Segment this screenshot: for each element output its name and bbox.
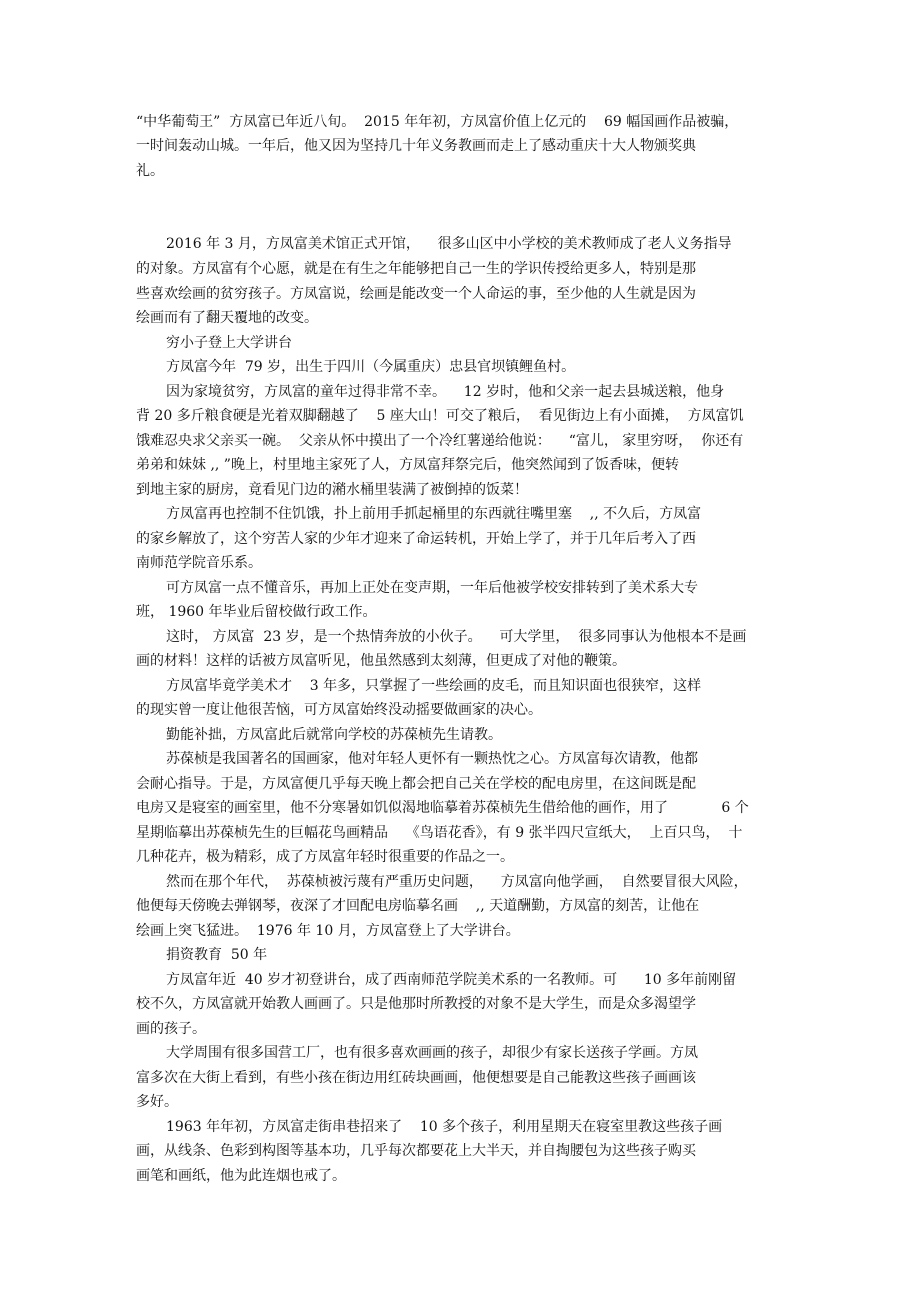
text-line: 的家乡解放了，这个穷苦人家的少年才迎来了命运转机，开始上学了，并于几年后考入了西 [136, 531, 696, 547]
text-line: 校不久，方凤富就开始教人画画了。只是他那时所教授的对象不是大学生，而是众多渴望学 [136, 996, 696, 1012]
text-line: 富多次在大街上看到，有些小孩在街边用红砖块画画，他便想要是自己能教这些孩子画画该 [136, 1070, 696, 1086]
text-line: 他便每天傍晚去弹钢琴，夜深了才回配电房临摹名画 ,, 天道酬勤，方凤富的刻苦，让他在 [136, 898, 700, 914]
paragraph-line: 2016 年 3 月，方凤富美术馆正式开馆， 很多山区中小学校的美术教师成了老人义务指导 [166, 236, 732, 252]
text-line: 到地主家的厨房，竟看见门边的潲水桶里装满了被倒掉的饭菜！ [136, 482, 528, 498]
text-line: 电房又是寝室的画室里，他不分寒暑如饥似渴地临摹着苏葆桢先生借给他的画作，用了 6 个 [136, 800, 749, 816]
text-line: 画的孩子。 [136, 1021, 206, 1037]
paragraph-line: 可方凤富一点不懂音乐，再加上正处在变声期，一年后他被学校安排转到了美术系大专 [166, 580, 698, 596]
text-line: 画，从线条、色彩到构图等基本功，几乎每次都要花上大半天，并自掏腰包为这些孩子购买 [136, 1143, 696, 1159]
paragraph-line: 然而在那个年代， 苏葆桢被污蔑有严重历史问题， 方凤富向他学画， 自然要冒很大风险， [166, 874, 748, 890]
text-line: 绘画而有了翻天覆地的改变。 [136, 310, 318, 326]
text-line: 背 20 多斤粮食硬是光着双脚翻越了 5 座大山！可交了粮后， 看见街边上有小面摊， 方凤富饥 [136, 408, 744, 424]
text-line: 南师范学院音乐系。 [136, 555, 262, 571]
text-line: 几种花卉，极为精彩，成了方凤富年轻时很重要的作品之一。 [136, 849, 514, 865]
paragraph-line: 因为家境贫穷，方凤富的童年过得非常不幸。 12 岁时，他和父亲一起去县城送粮，他身 [166, 384, 725, 400]
paragraph-line: 方凤富年近 40 岁才初登讲台，成了西南师范学院美术系的一名教师。可 10 多年前刚留 [166, 972, 737, 988]
text-line: 班， 1960 年毕业后留校做行政工作。 [136, 604, 377, 620]
paragraph-line: 方凤富今年 79 岁，出生于四川（今属重庆）忠县官坝镇鲤鱼村。 [166, 359, 576, 375]
text-line: 一时间轰动山城。一年后，他又因为坚持几十年义务教画而走上了感动重庆十大人物颁奖典 [136, 138, 696, 154]
text-line: 的对象。方凤富有个心愿，就是在有生之年能够把自己一生的学识传授给更多人，特别是那 [136, 261, 696, 277]
text-line: 的现实曾一度让他很苦恼，可方凤富始终没动摇要做画家的决心。 [136, 702, 542, 718]
paragraph-line: 大学周围有很多国营工厂，也有很多喜欢画画的孩子，却很少有家长送孩子学画。方凤 [166, 1045, 698, 1061]
text-line: 弟弟和妹妹 ,, ”晚上，村里地主家死了人，方凤富拜祭完后，他突然闻到了饭香味，便转 [136, 457, 679, 473]
text-line: 多好。 [136, 1094, 178, 1110]
paragraph-line: 方凤富再也控制不住饥饿，扑上前用手抓起桶里的东西就往嘴里塞 ,, 不久后，方凤富 [166, 506, 702, 522]
paragraph-line: 这时， 方凤富 23 岁，是一个热情奔放的小伙子。 可大学里， 很多同事认为他根本不是画 [166, 629, 747, 645]
text-line: 绘画上突飞猛进。 1976 年 10 月，方凤富登上了大学讲台。 [136, 923, 520, 939]
paragraph-line: 方凤富毕竟学美术才 3 年多，只掌握了一些绘画的皮毛，而且知识面也很狭窄，这样 [166, 678, 702, 694]
section-heading: 捐资教育 50 年 [166, 947, 268, 963]
text-line: 画的材料！这样的话被方凤富听见，他虽然感到太刻薄，但更成了对他的鞭策。 [136, 653, 626, 669]
text-line: 礼。 [136, 163, 164, 179]
paragraph-line: 1963 年年初，方凤富走街串巷招来了 10 多个孩子，利用星期天在寝室里教这些孩子画 [166, 1119, 723, 1135]
text-line: “中华葡萄王” 方凤富已年近八旬。 2015 年年初，方凤富价值上亿元的 69 幅国画作品被骗， [136, 114, 739, 130]
paragraph-line: 苏葆桢是我国著名的国画家，他对年轻人更怀有一颗热忱之心。方凤富每次请教，他都 [166, 751, 698, 767]
text-line: 些喜欢绘画的贫穷孩子。方凤富说，绘画是能改变一个人命运的事，至少他的人生就是因为 [136, 286, 696, 302]
text-line: 画笔和画纸，他为此连烟也戒了。 [136, 1168, 346, 1184]
section-heading: 穷小子登上大学讲台 [166, 335, 292, 351]
text-line: 星期临摹出苏葆桢先生的巨幅花鸟画精品 《鸟语花香》，有 9 张半四尺宣纸大， 上百只鸟， 十 [136, 825, 743, 841]
text-line: 饿难忍央求父亲买一碗。 父亲从怀中摸出了一个冷红薯递给他说： “富儿， 家里穷呀， 你还有 [136, 433, 744, 449]
text-line: 会耐心指导。于是，方凤富便几乎每天晚上都会把自己关在学校的配电房里，在这间既是配 [136, 776, 696, 792]
paragraph-line: 勤能补拙，方凤富此后就常向学校的苏葆桢先生请教。 [166, 727, 502, 743]
